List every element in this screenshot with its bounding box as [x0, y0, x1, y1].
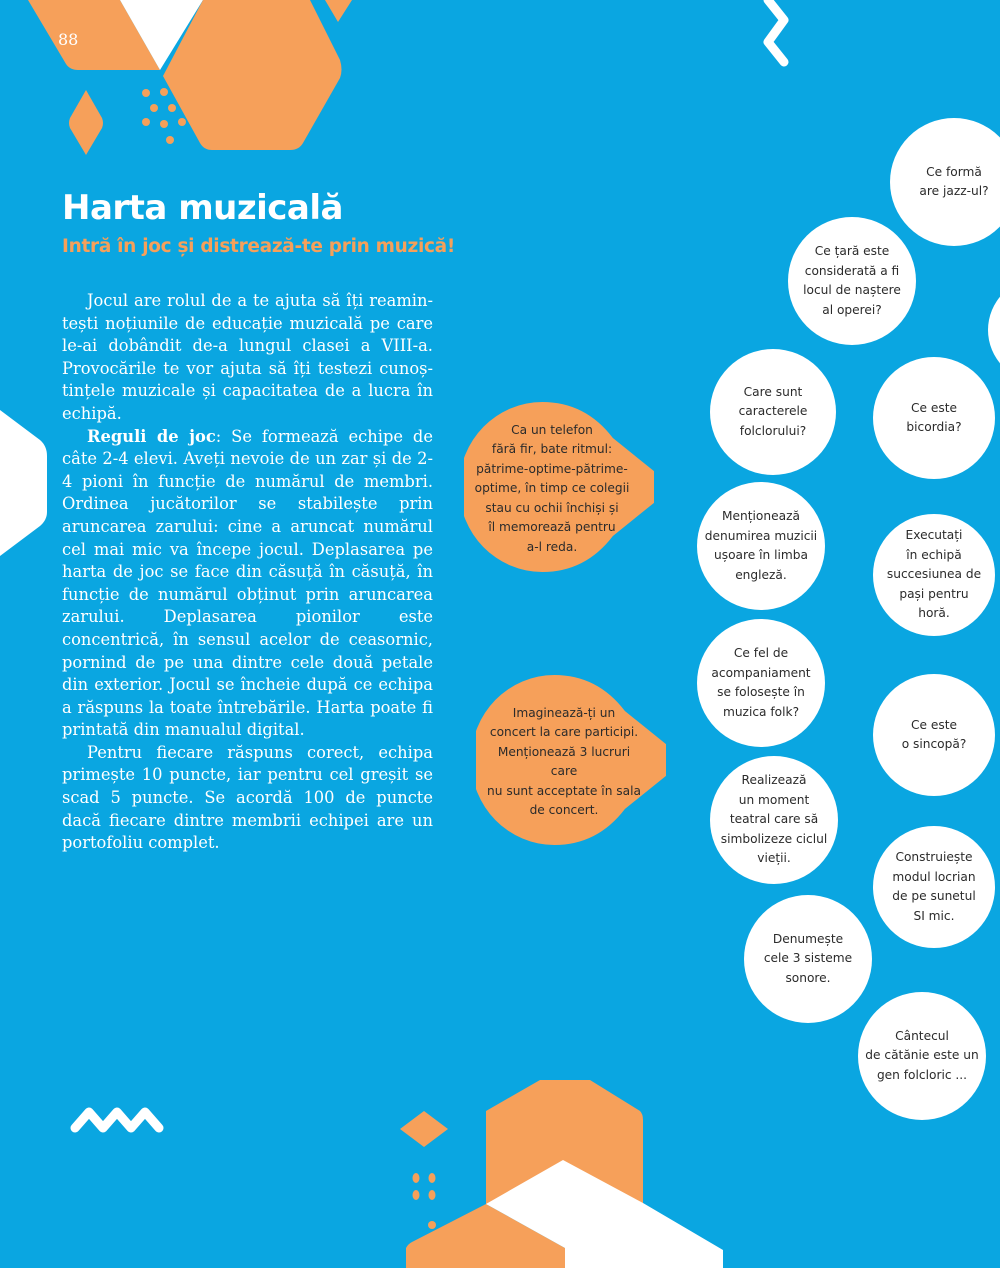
bubble-line: Executați	[905, 528, 963, 543]
bubble-muzica-usoara[interactable]	[697, 482, 825, 610]
petal-line: nu sunt acceptate în sala	[487, 783, 641, 798]
bubble-line: pași pentru	[899, 586, 969, 601]
bubble-line: Care sunt	[743, 384, 803, 399]
scoring-paragraph: Pentru fiecare răspuns corect, echipa primește 10 puncte, iar pentru cel greșit se scad 5 puncte. Se acordă 100 de puncte dacă fiecare dintre membrii echipei are un portofoliu complet.	[62, 742, 433, 853]
petal-line: concert la care participi.	[489, 725, 639, 739]
white-circle-right-edge	[988, 278, 1000, 382]
bubble-line: SI mic.	[913, 908, 955, 923]
bubble-line: Ce formă	[926, 164, 982, 179]
bubble-line: Menționează	[722, 509, 800, 523]
rules-text: : Se formează echipe de câte 2-4 elevi. Aveți nevoie de un zar și de 2-4 pioni în funcție de numărul de membri. Ordinea jucătorilor se stabilește prin aruncarea zarului: cine a aruncat numărul cel mai mic va începe jocul. Deplasarea pe harta de joc se face din căsuță în căsuță, în funcție de numărul obținut prin aruncarea zarului. Deplasarea pionilor este concentrică, în sensul acelor de ceasornic, pornind de pe una dintre cele două petale din exterior. Jocul se încheie după ce echipa a răspuns la toate întrebările. Harta poate fi printată din manualul digital.	[62, 426, 433, 740]
rules-label: Reguli de joc	[87, 426, 216, 446]
petal-line: a-l reda.	[526, 539, 578, 554]
bubble-line: folclorului?	[739, 423, 807, 438]
bubble-line: de pe sunetul	[892, 889, 976, 903]
orange-drops-bottom	[413, 1173, 437, 1229]
bubble-sisteme[interactable]	[744, 895, 872, 1023]
bubble-line: acompaniament	[711, 665, 811, 680]
bubble-line: muzica folk?	[722, 704, 800, 719]
bubble-line: se folosește în	[717, 685, 805, 699]
bubble-line: ușoare în limba	[714, 548, 808, 562]
white-hexagon-left	[0, 410, 47, 556]
bubble-line: locul de naștere	[803, 283, 901, 297]
petal-text	[484, 704, 644, 821]
bubble-line: Ce fel de	[733, 646, 789, 660]
petal-line: Imaginează-ți un	[512, 705, 616, 720]
petal-line: Ca un telefon	[511, 422, 593, 437]
bubble-sincopa[interactable]	[873, 674, 995, 796]
bubble-line: succesiunea de	[886, 567, 982, 582]
bubble-line: Ce este	[910, 717, 957, 732]
bubble-bicordia[interactable]	[873, 357, 995, 479]
orange-triangle-top	[325, 0, 352, 22]
petal-line: fără fir, bate ritmul:	[491, 442, 613, 457]
white-zigzag-top	[768, 0, 784, 62]
orange-diamond-bottom	[400, 1111, 448, 1147]
white-zigzag-bottom	[75, 1112, 159, 1128]
bubble-line: în echipă	[906, 547, 962, 562]
bubble-line: considerată a fi	[804, 263, 900, 278]
petal-line: pătrime-optime-pătrime-	[476, 461, 628, 476]
petal-line: optime, în timp ce colegii	[474, 481, 630, 496]
bubble-line: sonore.	[785, 970, 831, 985]
bubble-folk[interactable]	[697, 619, 825, 747]
bubble-line: caracterele	[738, 404, 808, 419]
page-subtitle: Intră în joc și distrează-te prin muzică!	[62, 236, 455, 257]
bubble-line: gen folcloric ...	[876, 1067, 968, 1082]
petal-text	[472, 421, 632, 558]
bubble-line: Denumește	[772, 931, 844, 946]
bubble-line: Ce țară este	[814, 244, 890, 258]
rules-paragraph	[62, 426, 433, 742]
petal-concert[interactable]	[476, 667, 666, 857]
bubble-catanie[interactable]	[858, 992, 986, 1120]
bubble-line: teatral care să	[729, 812, 819, 827]
bubble-line: de cătănie este un	[865, 1048, 979, 1063]
intro-paragraph: Jocul are rolul de a te ajuta să îți reamintești noțiunile de educație muzicală pe care le-ai dobândit de-a lungul clasei a VIII-a. Provocările te vor ajuta să îți testezi cunoștințele muzicale și capacitatea de a lucra în echipă.	[62, 291, 433, 423]
petal-telefon[interactable]	[464, 394, 654, 584]
bubble-line: horă.	[918, 606, 950, 621]
bubble-teatral[interactable]	[710, 756, 838, 884]
bubble-folclor[interactable]	[710, 349, 836, 475]
bubble-line: Cântecul	[895, 1028, 949, 1043]
orange-hexagon-large	[163, 0, 342, 150]
bubble-line: o sincopă?	[901, 737, 967, 751]
bubble-line: un moment	[738, 792, 810, 807]
bubble-line: Construiește	[895, 850, 973, 864]
bubble-line: modul locrian	[892, 869, 976, 884]
bubble-line: vieții.	[757, 851, 791, 866]
petal-line: de concert.	[529, 803, 599, 817]
bubble-locrian[interactable]	[873, 826, 995, 948]
bubble-line: al operei?	[822, 302, 882, 317]
petal-line: îl memorează pentru	[488, 520, 616, 535]
bubble-line: cele 3 sisteme	[763, 951, 853, 966]
page-title: Harta muzicală	[62, 188, 343, 228]
bubble-line: Ce este	[910, 400, 957, 415]
orange-diamond-left	[69, 90, 103, 155]
body-text	[62, 290, 433, 855]
bubble-opera[interactable]	[788, 217, 916, 345]
bubble-line: are jazz-ul?	[919, 184, 989, 198]
bubble-hora[interactable]	[873, 514, 995, 636]
page-number: 88	[58, 30, 79, 49]
petal-line: Menționează 3 lucruri care	[497, 744, 631, 778]
bubble-line: denumirea muzicii	[704, 528, 818, 543]
bubble-line: bicordia?	[906, 420, 962, 434]
bubble-line: Realizează	[741, 773, 807, 788]
petal-line: stau cu ochii închiși și	[485, 500, 619, 515]
bubble-line: engleză.	[735, 567, 787, 582]
bubble-line: simbolizeze ciclul	[720, 831, 828, 846]
